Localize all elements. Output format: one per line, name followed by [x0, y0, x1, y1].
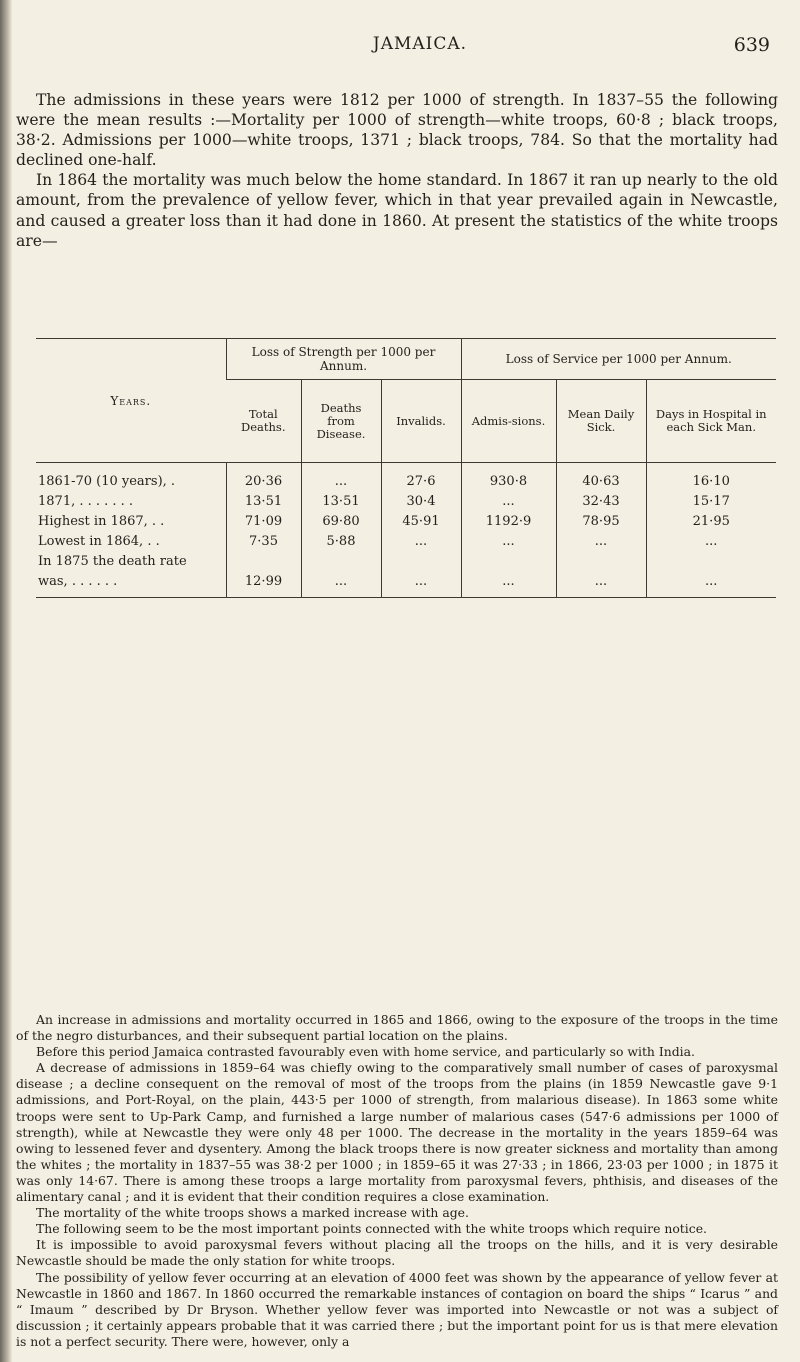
table-cell: 15·17 [646, 492, 776, 512]
row-label: Highest in 1867, . . [38, 514, 165, 529]
table-row [36, 512, 776, 532]
table-cell: 45·91 [381, 512, 461, 532]
table-row [36, 492, 776, 512]
table-cell: 13·51 [301, 492, 381, 512]
table-cell: ... [646, 572, 776, 598]
row-label: Lowest in 1864, . . [38, 534, 160, 549]
table-cell [301, 552, 381, 572]
table-cell: ... [461, 572, 556, 598]
table-cell: ... [556, 532, 646, 552]
table-cell: 1192·9 [461, 512, 556, 532]
table-cell: 12·99 [226, 572, 301, 598]
table-cell: ... [301, 572, 381, 598]
table-cell: 16·10 [646, 463, 776, 493]
strength-group-header: Loss of Strength per 1000 per Annum. [226, 339, 461, 380]
column-header: Admis-sions. [461, 380, 556, 463]
body-text [16, 1012, 778, 1350]
table-cell: ... [461, 492, 556, 512]
column-header: Invalids. [381, 380, 461, 463]
table-cell: ... [556, 572, 646, 598]
table-row [36, 463, 776, 493]
paragraph: An increase in admissions and mortality occurred in 1865 and 1866, owing to the exposure of the troops in the time of the negro disturbances, and their subsequent partial location on the plains. [16, 1012, 778, 1044]
table-cell: ... [461, 532, 556, 552]
intro-text [16, 90, 778, 251]
paragraph: In 1864 the mortality was much below the home standard. In 1867 it ran up nearly to the old amount, from the prevalence of yellow fever, which in that year prevailed again in Newcastle, and caused a greater loss than it had done in 1860. At present the statistics of the white troops are— [16, 171, 778, 250]
paragraph: The admissions in these years were 1812 per 1000 of strength. In 1837–55 the following were the mean results :—Mortality per 1000 of strength—white troops, 60·8 ; black troops, 38·2. Admissions per 1000—white troops, 1371 ; black troops, 784. So that the mortality had declined one-half. [16, 91, 778, 170]
paragraph: The following seem to be the most important points connected with the white troops which require notice. [36, 1221, 707, 1237]
row-label: 1861-70 (10 years), . [38, 474, 176, 489]
table-cell: 78·95 [556, 512, 646, 532]
table-cell: 20·36 [226, 463, 301, 493]
table-row [36, 552, 776, 572]
paragraph: It is impossible to avoid paroxysmal fevers without placing all the troops on the hills, and it is very desirable Newcastle should be made the only station for white troops. [16, 1237, 778, 1269]
table-cell: 69·80 [301, 512, 381, 532]
table-cell: 27·6 [381, 463, 461, 493]
paragraph: The possibility of yellow fever occurring at an elevation of 4000 feet was shown by the appearance of yellow fever at Newcastle in 1860 and 1867. In 1860 occurred the remarkable instances of contagion on board the ships “ Icarus ” and “ Imaum ” described by Dr Bryson. Whether yellow fever was imported into Newcastle or not was a subject of discussion ; it certainly appears probable that it was carried there ; but the important point for us is that mere elevation is not a perfect security. There were, however, only a [16, 1269, 778, 1349]
years-column-header: Years. [36, 339, 226, 463]
table-cell: ... [301, 463, 381, 493]
table-cell: 21·95 [646, 512, 776, 532]
paragraph: The mortality of the white troops shows a marked increase with age. [36, 1205, 469, 1221]
table-cell: 930·8 [461, 463, 556, 493]
table-row [36, 572, 776, 598]
table-cell: ... [381, 572, 461, 598]
page-number: 639 [733, 34, 770, 56]
table-cell: 13·51 [226, 492, 301, 512]
table-cell [226, 552, 301, 572]
running-title: JAMAICA. [372, 34, 468, 54]
column-header: Total Deaths. [226, 380, 301, 463]
table-cell [646, 552, 776, 572]
table-cell: 5·88 [301, 532, 381, 552]
statistics-table [36, 338, 776, 598]
table-cell: ... [646, 532, 776, 552]
row-label: In 1875 the death rate [38, 554, 187, 569]
paragraph: A decrease of admissions in 1859–64 was chiefly owing to the comparatively small number of cases of paroxysmal disease ; a decline consequent on the removal of most of the troops from the plains (in 1859 Newcastle gave 9·1 admissions, and Port-Royal, on the plain, 443·5 per 1000 of strength, from malarious disease). In 1863 some white troops were sent to Up-Park Camp, and furnished a large number of malarious cases (547·6 admissions per 1000 of strength), while at Newcastle they were only 48 per 1000. The decrease in the mortality in the years 1859–64 was owing to lessened fever and dysentery. Among the black troops there is now greater sickness and mortality than among the whites ; the mortality in 1837–55 was 38·2 per 1000 ; in 1859–65 it was 27·33 ; in 1866, 23·03 per 1000 ; in 1875 it was only 14·67. There is among these troops a large mortality from paroxysmal fevers, phthisis, and diseases of the alimentary canal ; and it is evident that their condition requires a close examination. [16, 1060, 778, 1205]
column-header: Days in Hospital in each Sick Man. [646, 380, 776, 463]
table-cell [556, 552, 646, 572]
table-cell [381, 552, 461, 572]
binding-edge [0, 0, 12, 1362]
table-cell: 71·09 [226, 512, 301, 532]
table-cell: 32·43 [556, 492, 646, 512]
table-cell: 7·35 [226, 532, 301, 552]
table-row [36, 532, 776, 552]
table-cell: 40·63 [556, 463, 646, 493]
table-cell: 30·4 [381, 492, 461, 512]
table-cell [461, 552, 556, 572]
table-cell: ... [381, 532, 461, 552]
row-label: 1871, . . . . . . . [38, 494, 134, 509]
row-label: was, . . . . . . [36, 572, 226, 598]
column-header: Deaths from Disease. [301, 380, 381, 463]
column-header: Mean Daily Sick. [556, 380, 646, 463]
page-header [40, 34, 770, 60]
paragraph: Before this period Jamaica contrasted favourably even with home service, and particularly so with India. [36, 1044, 695, 1060]
service-group-header: Loss of Service per 1000 per Annum. [461, 339, 776, 380]
